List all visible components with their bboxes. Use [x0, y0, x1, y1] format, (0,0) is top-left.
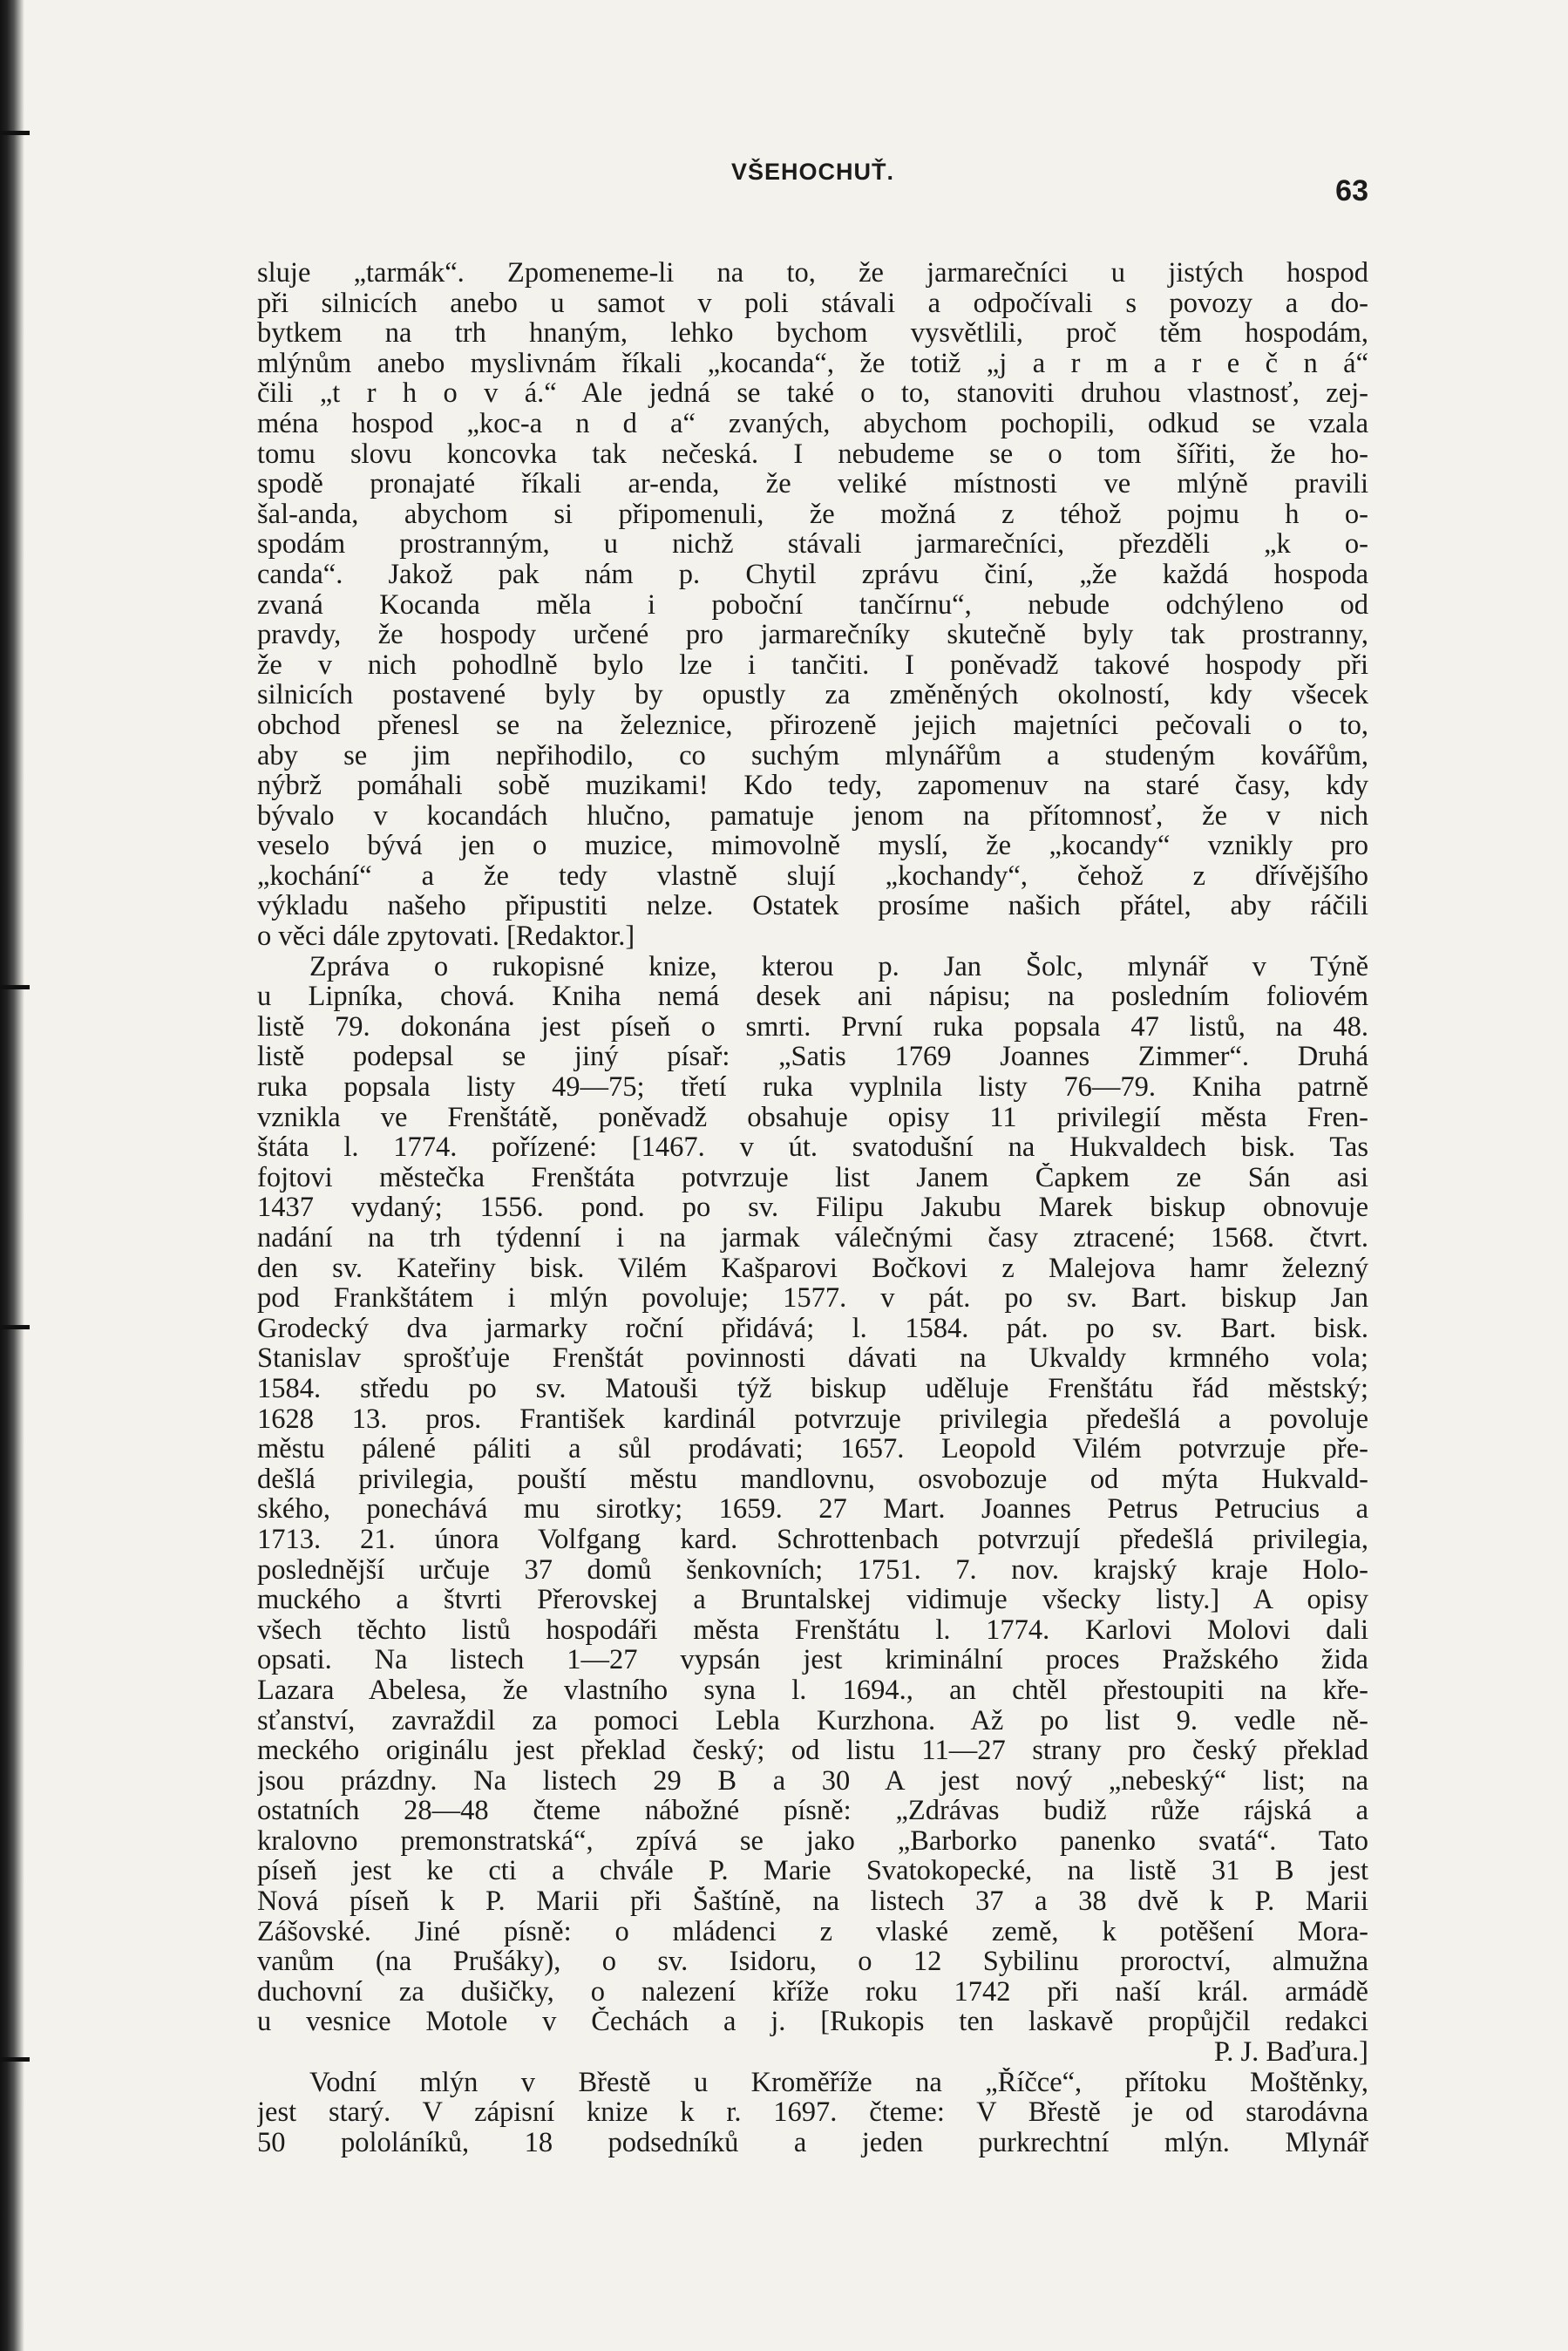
text-line: čili „t r h o v á.“ Ale jedná se také o to, stanoviti druhou vlastnosť, zej- [257, 378, 1368, 409]
text-line: sťanství, zavraždil za pomoci Lebla Kurzhona. Až po list 9. vedle ně- [257, 1705, 1368, 1736]
binding-mark [0, 131, 30, 135]
text-line: spodě pronajaté říkali ar-enda, že veliké místnosti ve mlýně pravili [257, 469, 1368, 499]
binding-mark [0, 985, 30, 989]
text-line: spodám prostranným, u nichž stávali jarmarečníci, přezděli „k o- [257, 529, 1368, 560]
text-line: silnicích postavené byly by opustly za změněných okolností, kdy všecek [257, 680, 1368, 710]
body-text [257, 258, 1368, 2157]
text-line: štáta l. 1774. pořízené: [1467. v út. svatodušní na Hukvaldech bisk. Tas [257, 1132, 1368, 1163]
text-line: 1628 13. pros. František kardinál potvrzuje privilegia předešlá a povoluje [257, 1403, 1368, 1435]
text-line: zvaná Kocanda měla i poboční tančírnu“, nebude odchýleno od [257, 589, 1368, 621]
text-line: tomu slovu koncovka tak nečeská. I nebudeme se o tom šířiti, že ho- [257, 438, 1368, 470]
text-line: při silnicích anebo u samot v poli stávali a odpočívali s povozy a do- [257, 288, 1368, 319]
text-line: jsou prázdny. Na listech 29 B a 30 A jest nový „nebeský“ list; na [257, 1765, 1368, 1797]
text-line: o věci dále zpytovati. [Redaktor.] [257, 921, 635, 952]
text-line: nadání na trh týdenní i na jarmak válečnými časy ztracené; 1568. čtvrt. [257, 1223, 1368, 1254]
text-line: meckého originálu jest překlad český; od listu 11—27 strany pro český překlad [257, 1736, 1368, 1766]
text-line: 50 pololáníků, 18 podsedníků a jeden purkrechtní mlýn. Mlynář [257, 2127, 1368, 2158]
text-line: Lazara Abelesa, že vlastního syna l. 1694., an chtěl přestoupiti na kře- [257, 1675, 1368, 1706]
text-line: ského, ponechává mu sirotky; 1659. 27 Mart. Joannes Petrus Petrucius a [257, 1494, 1368, 1525]
binding-edge [0, 0, 24, 2351]
text-line: výkladu našeho připustiti nelze. Ostatek prosíme našich přátel, aby ráčili [257, 891, 1368, 922]
text-line: bytkem na trh hnaným, lehko bychom vysvětlili, proč těm hospodám, [257, 318, 1368, 349]
text-line: den sv. Kateřiny bisk. Vilém Kašparovi Bočkovi z Malejova hamr železný [257, 1253, 1368, 1284]
text-line: obchod přenesl se na železnice, přirozeně jejich majetníci pečovali o to, [257, 710, 1368, 741]
text-line: všech těchto listů hospodáři města Frenštátu l. 1774. Karlovi Molovi dali [257, 1614, 1368, 1646]
text-line: že v nich pohodlně bylo lze i tančiti. I poněvadž takové hospody při [257, 649, 1368, 681]
text-line: vznikla ve Frenštátě, poněvadž obsahuje opisy 11 privilegií města Fren- [257, 1102, 1368, 1133]
text-line: nýbrž pomáhali sobě muzikami! Kdo tedy, zapomenuv na staré časy, kdy [257, 771, 1368, 801]
text-line: ména hospod „koc-a n d a“ zvaných, abychom pochopili, odkud se vzala [257, 408, 1368, 439]
text-line: kralovno premonstratská“, zpívá se jako „Barborko panenko svatá“. Tato [257, 1825, 1368, 1857]
text-line: mlýnům anebo myslivnám říkali „kocanda“, že totiž „j a r m a r e č n á“ [257, 348, 1368, 379]
text-line: jest starý. V zápisní knize k r. 1697. čteme: V Břestě je od starodávna [257, 2097, 1368, 2128]
text-line: píseň jest ke cti a chvále P. Marie Svatokopecké, na listě 31 B jest [257, 1856, 1368, 1887]
binding-mark [0, 1325, 30, 1329]
text-line: canda“. Jakož pak nám p. Chytil zprávu činí, „že každá hospoda [257, 559, 1368, 590]
text-line: Stanislav sprošťuje Frenštát povinnosti dávati na Ukvaldy krmného vola; [257, 1343, 1368, 1374]
text-line: Grodecký dva jarmarky roční přidává; l. 1584. pát. po sv. Bart. bisk. [257, 1313, 1368, 1344]
text-line: u vesnice Motole v Čechách a j. [Rukopis ten laskavě propůjčil redakci [257, 2007, 1368, 2038]
binding-mark [0, 2057, 30, 2062]
text-line: pravdy, že hospody určené pro jarmarečníky skutečně byly tak prostranny, [257, 620, 1368, 650]
text-line: dešlá privilegia, pouští městu mandlovnu, osvobozuje od mýta Hukvald- [257, 1464, 1368, 1495]
text-line: opsati. Na listech 1—27 vypsán jest kriminální proces Pražského žida [257, 1645, 1368, 1675]
text-line: pod Frankštátem i mlýn povoluje; 1577. v pát. po sv. Bart. biskup Jan [257, 1283, 1368, 1314]
text-line: 1437 vydaný; 1556. pond. po sv. Filipu Jakubu Marek biskup obnovuje [257, 1192, 1368, 1223]
text-line: 1584. středu po sv. Matouši týž biskup uděluje Frenštátu řád městský; [257, 1373, 1368, 1404]
text-line: „kochání“ a že tedy vlastně slují „kochandy“, čehož z dřívějšího [257, 860, 1368, 892]
text-line: Zpráva o rukopisné knize, kterou p. Jan Šolc, mlynář v Týně [309, 951, 1368, 982]
text-line: veselo bývá jen o muzice, mimovolně myslí, že „kocandy“ vznikly pro [257, 831, 1368, 861]
text-line: 1713. 21. února Volfgang kard. Schrottenbach potvrzují předešlá privilegia, [257, 1524, 1368, 1555]
text-line: muckého a štvrti Přerovskej a Bruntalskej vidimuje všecky listy.] A opisy [257, 1585, 1368, 1615]
text-line: listě 79. dokonána jest píseň o smrti. První ruka popsala 47 listů, na 48. [257, 1011, 1368, 1043]
text-line: bývalo v kocandách hlučno, pamatuje jenom na přítomnosť, že v nich [257, 800, 1368, 832]
text-line: šal-anda, abychom si připomenuli, že možná z téhož pojmu h o- [257, 499, 1368, 530]
text-line: P. J. Baďura.] [1213, 2037, 1368, 2068]
text-line: fojtovi městečka Frenštáta potvrzuje list Janem Čapkem ze Sán asi [257, 1162, 1368, 1193]
text-line: ruka popsala listy 49—75; třetí ruka vyplnila listy 76—79. Kniha patrně [257, 1072, 1368, 1103]
text-line: Zášovské. Jiné písně: o mládenci z vlaské země, k potěšení Mora- [257, 1916, 1368, 1947]
text-line: Nová píseň k P. Marii při Šaštíně, na listech 37 a 38 dvě k P. Marii [257, 1886, 1368, 1917]
text-line: ostatních 28—48 čteme nábožné písně: „Zdrávas budiž růže rájská a [257, 1796, 1368, 1826]
text-line: duchovní za dušičky, o nalezení kříže roku 1742 při naší král. armádě [257, 1976, 1368, 2008]
text-line: listě podepsal se jiný písař: „Satis 1769 Joannes Zimmer“. Druhá [257, 1042, 1368, 1073]
page-number: 63 [1335, 174, 1368, 207]
text-line: vanům (na Prušáky), o sv. Isidoru, o 12 Sybilinu proroctví, almužna [257, 1947, 1368, 1977]
running-head: VŠEHOCHUŤ. [730, 159, 895, 185]
page-header [257, 159, 1368, 207]
text-line: sluje „tarmák“. Zpomeneme-li na to, že jarmarečníci u jistých hospod [257, 258, 1368, 289]
text-line: městu pálené páliti a sůl prodávati; 1657. Leopold Vilém potvrzuje pře- [257, 1434, 1368, 1464]
text-line: u Lipníka, chová. Kniha nemá desek ani nápisu; na posledním foliovém [257, 982, 1368, 1012]
text-line: Vodní mlýn v Břestě u Kroměříže na „Říčce“, přítoku Moštěnky, [309, 2067, 1368, 2098]
text-line: poslednější určuje 37 domů šenkovních; 1751. 7. nov. krajský kraje Holo- [257, 1554, 1368, 1586]
text-line: aby se jim nepřihodilo, co suchým mlynářům a studeným kovářům, [257, 740, 1368, 771]
